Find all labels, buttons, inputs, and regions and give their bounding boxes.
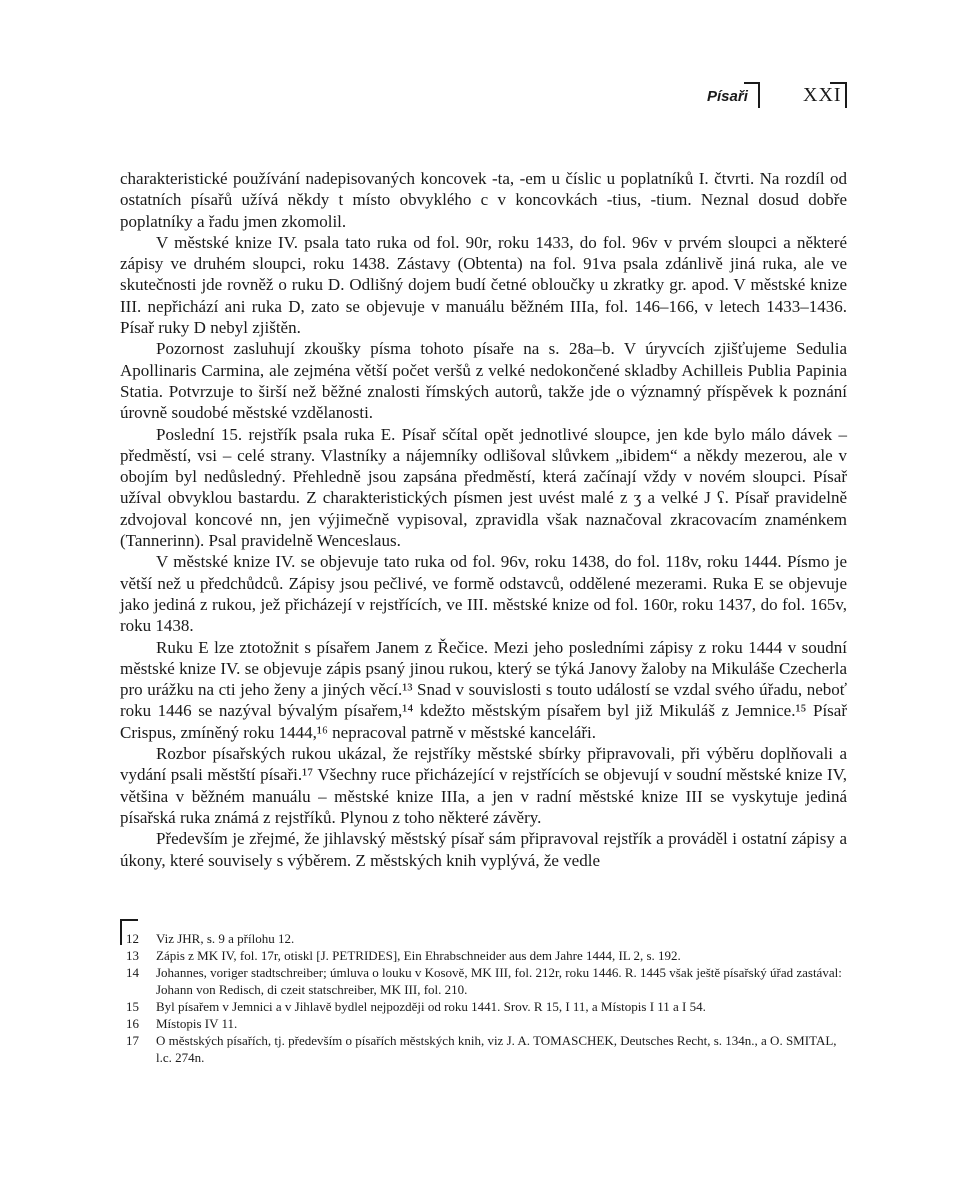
footnote-number: 16 — [126, 1016, 139, 1031]
footnote-text: Viz JHR, s. 9 a přílohu 12. — [156, 931, 295, 946]
paragraph: V městské knize IV. psala tato ruka od fol. 90r, roku 1433, do fol. 96v v prvém sloupci a některé zápisy ve druhém sloupci, roku 1438. Zástavy (Obtenta) na fol. 91va psala zdánlivě jiná ruka, ale ve skutečnosti jde rovněž o ruku D. Odlišný dojem budí četné obloučky u zkratky gr. apod. V městské knize III. nepřichází ani ruka D, zato se objevuje v manuálu běžném IIIa, fol. 146–166, v letech 1433–1436. Písař ruky D nebyl zjištěn. — [120, 232, 847, 338]
header-rule-left — [758, 82, 760, 108]
paragraph: Pozornost zasluhují zkoušky písma tohoto písaře na s. 28a–b. V úryvcích zjišťujeme Sedulia Apollinaris Carmina, ale zejména větší počet veršů z velké nedokončené skladby Achilleis Publia Papinia Statia. Potvrzuje to širší než běžné znalosti římských autorů, takže jde o významný příspěvek k poznání úrovně soudobé městské vzdělanosti. — [120, 339, 847, 423]
footnote-text: Místopis IV 11. — [156, 1016, 238, 1031]
running-title: Písaři — [707, 88, 748, 105]
footnote-number: 14 — [126, 965, 139, 980]
header-rule-left-top — [744, 82, 760, 84]
footnote — [126, 947, 847, 964]
paragraph: Především je zřejmé, že jihlavský městský písař sám připravoval rejstřík a prováděl i ostatní zápisy a úkony, které souvisely s výběrem. Z městských knih vyplývá, že vedle — [120, 829, 847, 870]
footnote — [126, 1032, 847, 1066]
footnote-number: 15 — [126, 999, 139, 1014]
footnotes — [126, 930, 847, 1066]
footnote-number: 13 — [126, 948, 139, 963]
header-rule-right — [845, 82, 847, 108]
header-rule-right-top — [830, 82, 847, 84]
footnote — [126, 1015, 847, 1032]
footnote-text: O městských písařích, tj. především o písařích městských knih, viz J. A. TOMASCHEK, Deutsches Recht, s. 134n., a O. SMITAL, l.c. 274n. — [156, 1033, 837, 1065]
footnote — [126, 930, 847, 947]
paragraph: Rozbor písařských rukou ukázal, že rejstříky městské sbírky připravovali, při výběru doplňovali a vydání psali městští písaři.¹⁷ Všechny ruce přicházející v rejstřících se objevují v soudní městské knize IV, většina v běžném manuálu – městské knize IIIa, a jen v radní městské knize III se vyskytuje jediná písařská ruka známá z rejstříků. Plynou z toho některé závěry. — [120, 744, 847, 827]
footnote — [126, 998, 847, 1015]
paragraph: charakteristické používání nadepisovaných koncovek -ta, -em u číslic u poplatníků I. čtvrti. Na rozdíl od ostatních písařů užívá někdy t místo obvyklého c v koncovkách -tius, -tium. Neznal dosud dobře poplatníky a řadu jmen zkomolil. — [120, 169, 847, 231]
footnote-rule — [120, 919, 122, 945]
paragraph: Ruku E lze ztotožnit s písařem Janem z Řečice. Mezi jeho posledními zápisy z roku 1444 v soudní městské knize IV. se objevuje zápis psaný jinou rukou, který se týká Janovy žaloby na Mikuláše Czecherla pro urážku na cti jeho ženy a jiných věcí.¹³ Snad v souvislosti s touto událostí se vzdal svého úřadu, neboť roku 1446 se nazýval bývalým písařem,¹⁴ kdežto městským písařem byl již Mikuláš z Jemnice.¹⁵ Písař Crispus, zmíněný roku 1444,¹⁶ nepracoval patrně v městské kanceláři. — [120, 637, 847, 742]
folio-number: XXI — [803, 84, 842, 106]
footnote-text: Byl písařem v Jemnici a v Jihlavě bydlel nejpozději od roku 1441. Srov. R 15, I 11, a Místopis I 11 a I 54. — [156, 999, 706, 1014]
footnote-rule-top — [120, 919, 138, 921]
footnote-number: 12 — [126, 931, 139, 946]
paragraph: Poslední 15. rejstřík psala ruka E. Písař sčítal opět jednotlivé sloupce, jen kde bylo málo dávek – předměstí, vsi – celé strany. Vlastníky a nájemníky odlišoval slůvkem „ibidem“ a někdy mezerou, ale v obojím byl nedůsledný. Přehledně jsou zapsána předměstí, která začínají vždy v novém sloupci. Písař užíval obvyklou bastardu. Z charakteristických písmen jest uvést malé z ʒ a velké J ʕ. Písař pravidelně zdvojoval koncové nn, jen výjimečně vypisoval, zpravidla však naznačoval zkracovacím znaménkem (Tannerinn). Psal pravidelně Wenceslaus. — [120, 424, 847, 551]
footnote-number: 17 — [126, 1033, 139, 1048]
footnote — [126, 964, 847, 998]
page-header — [0, 80, 960, 110]
paragraph: V městské knize IV. se objevuje tato ruka od fol. 96v, roku 1438, do fol. 118v, roku 1444. Písmo je větší než u předchůdců. Zápisy jsou pečlivé, ve formě odstavců, oddělené mezerami. Ruka E se objevuje jako jediná z rukou, jež přicházejí v rejstřících, ve III. městské knize od fol. 160r, roku 1437, do fol. 165v, roku 1438. — [120, 552, 847, 636]
footnote-text: Johannes, voriger stadtschreiber; úmluva o louku v Kosově, MK III, fol. 212r, roku 1446. R. 1445 však ještě písařský úřad zastával: Johann von Redisch, di czeit statschreiber, MK III, fol. 210. — [156, 965, 842, 997]
footnote-text: Zápis z MK IV, fol. 17r, otiskl [J. PETRIDES], Ein Ehrabschneider aus dem Jahre 1444, IL 2, s. 192. — [156, 948, 681, 963]
main-text — [120, 168, 847, 871]
